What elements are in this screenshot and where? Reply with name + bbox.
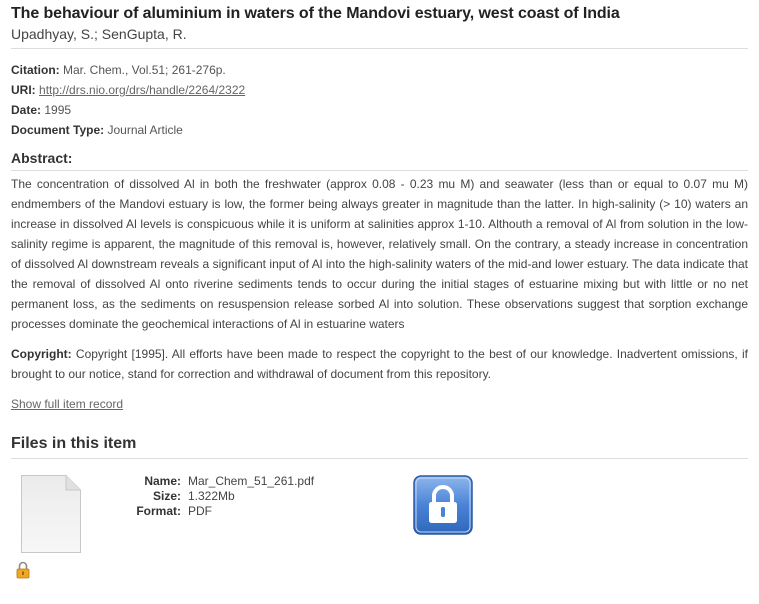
citation-row [11, 60, 748, 80]
file-name-value: Mar_Chem_51_261.pdf [188, 474, 315, 488]
file-format-label: Format: [136, 504, 181, 518]
padlock-icon[interactable] [413, 475, 473, 535]
lock-icon [16, 561, 30, 579]
file-format-value: PDF [188, 504, 212, 518]
document-icon[interactable] [21, 475, 81, 553]
doctype-value: Journal Article [107, 123, 183, 137]
uri-label: URI: [11, 83, 36, 97]
citation-value: Mar. Chem., Vol.51; 261-276p. [63, 63, 226, 77]
date-row [11, 100, 748, 120]
file-size-value: 1.322Mb [188, 489, 235, 503]
file-size-row [121, 489, 314, 504]
uri-link[interactable]: http://drs.nio.org/drs/handle/2264/2322 [39, 83, 246, 97]
file-name-row [121, 474, 314, 489]
metadata-list [11, 60, 748, 140]
item-view [11, 0, 748, 589]
show-full-record-link[interactable]: Show full item record [11, 397, 124, 411]
item-authors: Upadhyay, S.; SenGupta, R. [11, 26, 187, 42]
date-label: Date: [11, 103, 42, 117]
file-format-row [121, 504, 314, 519]
doctype-label: Document Type: [11, 123, 105, 137]
citation-label: Citation: [11, 63, 60, 77]
file-size-label: Size: [152, 489, 181, 503]
date-value: 1995 [44, 103, 72, 117]
copyright-text: Copyright [1995]. All efforts have been made to respect the copyright to the best of our knowledge. Inadvertent omissions, if brought to our notice, stand for correction and withdrawal of document from this repository. [11, 347, 748, 381]
doctype-row [11, 120, 748, 140]
uri-row [11, 80, 748, 100]
abstract-text: The concentration of dissolved Al in both the freshwater (approx 0.08 - 0.23 mu M) and seawater (less than or equal to 0.07 mu M) endmembers of the Mandovi estuary is low, the former being always greater in magnitude than the latter. In high-salinity (> 10) waters an increase in dissolved Al levels is conspicuous while it is uniform at salinities approx 1-10. Althouth a removal of Al from solution in the low-salinity regime is apparent, the magnitude of this removal is, however, relatively small. On the contrary, a steady increase in concentration of dissolved Al downstream reveals a significant input of Al into the high-salinity waters of the mid-and lower estuary. The data indicate that the removal of dissolved Al onto riverine sediments tends to occur during the initial stages of estuarine mixing but with little or no net permanent loss, as the sediments on resuspension release sorbed Al into solution. These observations suggest that sorption exchange processes dominate the geochemical interactions of Al in estuarine waters [11, 177, 748, 331]
file-details [121, 474, 314, 519]
copyright-label: Copyright: [11, 347, 72, 361]
divider [11, 170, 748, 171]
file-name-label: Name: [144, 474, 181, 488]
copyright-block [11, 344, 748, 384]
page-title: The behaviour of aluminium in waters of the Mandovi estuary, west coast of India [11, 5, 620, 22]
divider [11, 48, 748, 49]
file-entry [11, 459, 748, 589]
abstract-heading: Abstract: [11, 150, 73, 166]
files-heading: Files in this item [11, 435, 137, 452]
